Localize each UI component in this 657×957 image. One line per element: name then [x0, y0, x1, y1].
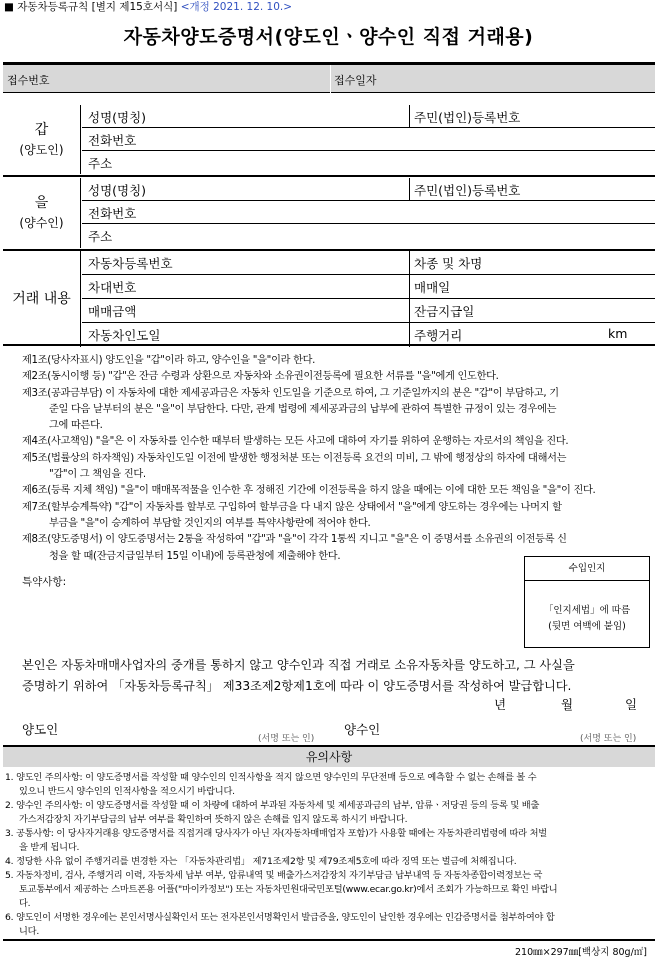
clauses	[22, 353, 652, 565]
deal-reg-row[interactable]: 자동차등록번호 차종 및 차명	[82, 251, 655, 275]
clause-line: 제7조(할부승계특약) "갑"이 자동차를 할부로 구입하여 할부금을 다 내지 않은 상태에서 "을"에게 양도하는 경우에는 나머지 할	[22, 501, 562, 513]
seller-signature-label: 양도인	[22, 722, 59, 737]
buyer-name-row[interactable]: 성명(명칭) 주민(법인)등록번호	[82, 178, 655, 201]
clause-line: 제3조(공과금부담) 이 자동차에 대한 제세공과금은 자동차 인도일을 기준으로 하여, 그 기준일까지의 분은 "갑"이 부담하고, 기	[22, 387, 559, 399]
clause-line: 그에 따른다.	[49, 420, 103, 432]
note-line: 2. 양수인 주의사항: 이 양도증명서를 작성할 때 이 차량에 대하여 부과된 자동차세 및 제세공과금의 납부, 압류ㆍ저당권 등의 등록 및 배출	[5, 800, 540, 811]
note-line: 있으니 반드시 양수인의 인적사항을 적으시기 바랍니다.	[19, 786, 235, 797]
deal-section	[3, 251, 655, 347]
deal-label: 거래 내용	[3, 251, 81, 347]
buyer-label: 을 (양수인)	[3, 178, 81, 248]
notes-body	[5, 771, 651, 939]
revenue-stamp-box	[524, 556, 650, 648]
stamp-line1: 「인지세법」에 따름	[543, 605, 631, 616]
receipt-number-label: 접수번호	[7, 74, 50, 87]
stamp-title: 수입인지	[525, 557, 649, 581]
page-title: 자동차양도증명서(양도인ㆍ양수인 직접 거래용)	[123, 26, 534, 48]
clause-line: 제5조(법률상의 하자책임) 자동차인도일 이전에 발생한 행정처분 또는 이전등록 요건의 미비, 그 밖에 행정상의 하자에 대해서는	[22, 452, 567, 464]
square-icon: ■	[4, 1, 14, 13]
buyer-signature-label: 양수인	[344, 722, 381, 737]
deal-handover-row[interactable]: 자동차인도일 주행거리 km	[82, 323, 655, 347]
clause-line: 제1조(당사자표시) 양도인을 "갑"이라 하고, 양수인을 "을"이라 한다.	[22, 355, 316, 366]
clause-line: 제6조(등록 지체 책임) "을"이 매매목적물을 인수한 후 정해진 기간에 이전등록을 하지 않을 때에는 이에 대한 모든 책임을 "을"이 진다.	[22, 485, 596, 497]
note-line: 가스저감장치 자기부담금의 납부 여부를 확인하여 뜻하지 않은 손해를 입지 않도록 하시기 바랍니다.	[19, 814, 408, 825]
buyer-phone-row[interactable]: 전화번호	[82, 201, 655, 224]
notes-box	[3, 745, 655, 941]
clause-line: 청을 할 때(잔금지급일부터 15일 이내)에 등록관청에 제출해야 한다.	[49, 550, 341, 562]
clause-line: "갑"이 그 책임을 진다.	[49, 469, 146, 481]
clause-line: 제8조(양도증명서) 이 양도증명서는 2통을 작성하여 "갑"과 "을"이 각각 1통씩 지니고 "을"은 이 증명서를 소유권의 이전등록 신	[22, 534, 567, 546]
statement: 본인은 자동차매매사업자의 중개를 통하지 않고 양수인과 직접 거래로 소유자동차를 양도하고, 그 사실을 증명하기 위하여 「자동차등록규칙」 제33조제2항제1호에 따라 이 양도증명서를 작성하여 발급합니다.	[22, 658, 575, 693]
form-header	[4, 0, 654, 14]
revision-date: <개정 2021. 12. 10.>	[180, 1, 293, 13]
form-rule: 자동차등록규칙 [별지 제15호서식]	[17, 1, 178, 13]
date-year[interactable]: 년	[494, 697, 507, 712]
seller-section	[3, 105, 655, 174]
notes-heading: 유의사항	[3, 747, 655, 767]
note-line: 다.	[19, 898, 31, 909]
note-line: 4. 정당한 사유 없이 주행거리를 변경한 자는 「자동차관리법」 제71조제2항 및 제79조제5호에 따라 징역 또는 벌금에 처해집니다.	[5, 856, 517, 867]
date-month[interactable]: 월	[561, 697, 574, 712]
stamp-line2: (뒷면 여백에 붙임)	[548, 621, 626, 632]
seller-label: 갑 (양도인)	[3, 105, 81, 174]
seller-address-row[interactable]: 주소	[88, 156, 113, 171]
seller-name-row[interactable]: 성명(명칭) 주민(법인)등록번호	[82, 105, 655, 128]
deal-price-row[interactable]: 매매금액 잔금지급일	[82, 299, 655, 323]
note-line: 3. 공통사항: 이 당사자거래용 양도증명서를 직접거래 당사자가 아닌 자(자동차매매업자 포함)가 사용할 때에는 자동차관리법령에 따라 처벌	[5, 828, 547, 839]
receipt-date-label: 접수일자	[334, 74, 377, 87]
buyer-address-row[interactable]: 주소	[88, 229, 113, 244]
clause-line: 부금을 "을"이 승계하여 부담할 것인지의 여부를 특약사항란에 적어야 한다.	[49, 517, 371, 529]
note-line: 1. 양도인 주의사항: 이 양도증명서를 작성할 때 양수인의 인적사항을 적지 않으면 양수인의 무단전매 등으로 예측할 수 없는 손해를 볼 수	[5, 772, 537, 783]
seller-phone-row[interactable]: 전화번호	[82, 128, 655, 151]
buyer-section	[3, 178, 655, 248]
date-day[interactable]: 일	[625, 697, 638, 712]
paper-spec: 210㎜×297㎜[백상지 80g/㎡]	[514, 947, 647, 957]
buyer-signature-hint[interactable]: (서명 또는 인)	[580, 734, 637, 744]
deal-vin-row[interactable]: 차대번호 매매일	[82, 275, 655, 299]
clause-line: 제2조(동시이행 등) "갑"은 잔금 수령과 상환으로 자동차와 소유권이전등록에 필요한 서류를 "을"에게 인도한다.	[22, 371, 499, 383]
note-line: 니다.	[19, 926, 40, 937]
note-line: 을 받게 됩니다.	[19, 842, 80, 853]
note-line: 5. 자동차정비, 검사, 주행거리 이력, 자동차세 납부 여부, 압류내역 및 배출가스저감장치 자기부담금 납부내역 등 자동차종합이력정보는 국	[5, 870, 543, 881]
seller-signature-hint[interactable]: (서명 또는 인)	[258, 734, 315, 744]
special-terms-label[interactable]: 특약사항:	[22, 576, 67, 588]
note-line: 6. 양도인이 서명한 경우에는 본인서명사실확인서 또는 전자본인서명확인서 발급증을, 양도인이 날인한 경우에는 인감증명서를 첨부하여야 합	[5, 912, 555, 923]
note-line: 토교통부에서 제공하는 스마트폰용 어플("마이카정보") 또는 자동차민원대국민포털(www.ecar.go.kr)에서 조회가 가능하므로 확인 바랍니	[19, 884, 558, 895]
form-table	[3, 62, 655, 346]
receipt-row	[3, 65, 655, 93]
clause-line: 제4조(사고책임) "을"은 이 자동차를 인수한 때부터 발생하는 모든 사고에 대하여 자기를 위하여 운행하는 자로서의 책임을 진다.	[22, 436, 569, 448]
clause-line: 준일 다음 날부터의 분은 "을"이 부담한다. 다만, 관계 법령에 제세공과금의 납부에 관하여 특별한 규정이 있는 경우에는	[49, 403, 557, 415]
